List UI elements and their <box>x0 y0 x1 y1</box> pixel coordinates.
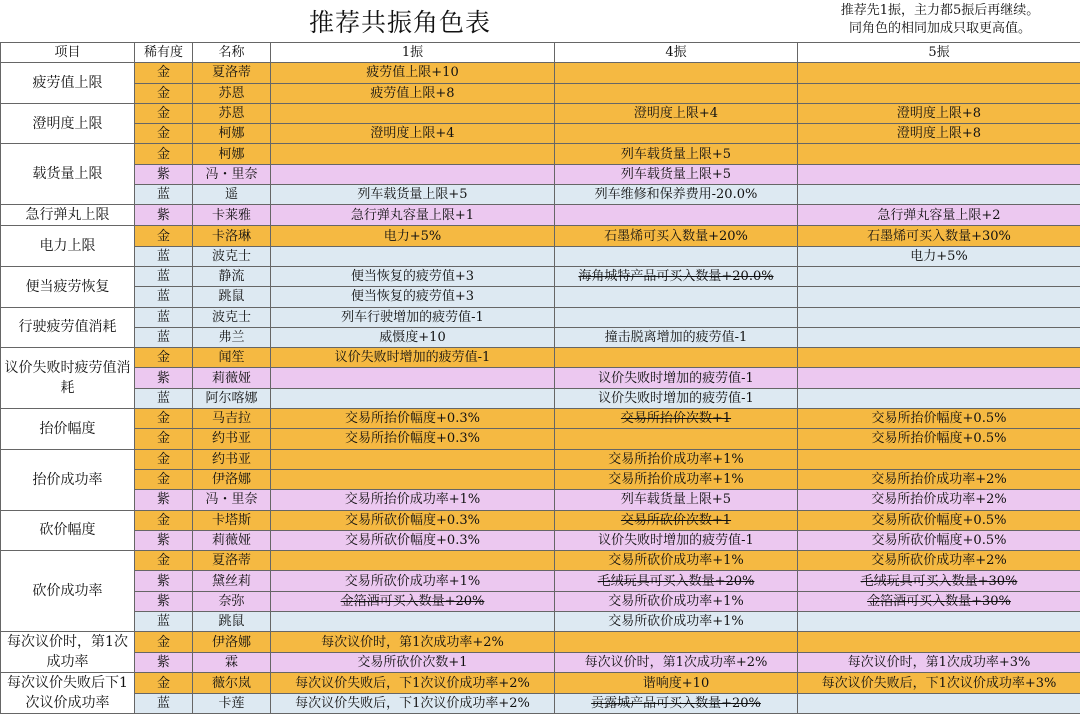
name-cell: 伊洛娜 <box>193 469 271 489</box>
name-cell: 莉薇娅 <box>193 368 271 388</box>
resonance-4-cell <box>555 429 798 449</box>
rarity-cell: 金 <box>135 144 193 164</box>
resonance-1-cell: 威慑度+10 <box>271 327 555 347</box>
resonance-5-cell <box>798 632 1080 653</box>
resonance-1-cell: 交易所砍价成功率+1% <box>271 571 555 591</box>
rarity-cell: 蓝 <box>135 693 193 714</box>
resonance-5-cell: 交易所抬价成功率+2% <box>798 490 1080 510</box>
resonance-1-cell <box>271 164 555 184</box>
rarity-cell: 紫 <box>135 205 193 226</box>
table-header-row <box>1 43 1080 63</box>
rarity-cell: 紫 <box>135 652 193 673</box>
category-cell: 每次议价时，第1次成功率 <box>1 632 135 673</box>
resonance-1-cell <box>271 246 555 266</box>
resonance-5-cell <box>798 164 1080 184</box>
resonance-4-cell <box>555 348 798 368</box>
resonance-1-cell <box>271 144 555 164</box>
table-row <box>1 571 1080 591</box>
rarity-cell: 金 <box>135 449 193 469</box>
table-row <box>1 266 1080 286</box>
resonance-4-cell <box>555 287 798 307</box>
resonance-1-cell: 急行弹丸容量上限+1 <box>271 205 555 226</box>
resonance-1-cell: 交易所砍价幅度+0.3% <box>271 510 555 530</box>
resonance-4-cell <box>555 246 798 266</box>
rarity-cell: 紫 <box>135 490 193 510</box>
resonance-5-cell <box>798 83 1080 103</box>
table-row <box>1 632 1080 653</box>
category-cell: 行驶疲劳值消耗 <box>1 307 135 348</box>
table-row <box>1 83 1080 103</box>
resonance-4-cell <box>555 307 798 327</box>
resonance-4-cell: 交易所砍价成功率+1% <box>555 591 798 611</box>
resonance-4-cell: 谐响度+10 <box>555 673 798 694</box>
resonance-5-cell: 每次议价时，第1次成功率+3% <box>798 652 1080 673</box>
header-category: 项目 <box>1 43 135 63</box>
rarity-cell: 蓝 <box>135 185 193 205</box>
name-cell: 约书亚 <box>193 449 271 469</box>
resonance-5-cell <box>798 307 1080 327</box>
resonance-4-cell: 议价失败时增加的疲劳值-1 <box>555 530 798 550</box>
name-cell: 跳鼠 <box>193 287 271 307</box>
resonance-1-cell: 澄明度上限+4 <box>271 124 555 144</box>
resonance-4-cell: 撞击脱离增加的疲劳值-1 <box>555 327 798 347</box>
name-cell: 冯・里奈 <box>193 490 271 510</box>
resonance-4-cell: 交易所抬价次数+1 <box>555 409 798 429</box>
name-cell: 莉薇娅 <box>193 530 271 550</box>
resonance-1-cell: 交易所抬价幅度+0.3% <box>271 429 555 449</box>
table-row <box>1 246 1080 266</box>
name-cell: 卡莲 <box>193 693 271 714</box>
resonance-5-cell <box>798 612 1080 632</box>
resonance-5-cell <box>798 327 1080 347</box>
resonance-4-cell: 交易所砍价成功率+1% <box>555 612 798 632</box>
rarity-cell: 蓝 <box>135 388 193 408</box>
table-row <box>1 185 1080 205</box>
category-cell: 每次议价失败后下1次议价成功率 <box>1 673 135 714</box>
resonance-4-cell: 石墨烯可买入数量+20% <box>555 226 798 246</box>
resonance-1-cell: 议价失败时增加的疲劳值-1 <box>271 348 555 368</box>
table-row <box>1 652 1080 673</box>
table-row <box>1 287 1080 307</box>
header-resonance-5: 5振 <box>798 43 1080 63</box>
category-cell: 疲劳值上限 <box>1 63 135 104</box>
resonance-4-cell: 列车载货量上限+5 <box>555 144 798 164</box>
name-cell: 霖 <box>193 652 271 673</box>
category-cell: 抬价幅度 <box>1 409 135 450</box>
resonance-5-cell <box>798 449 1080 469</box>
rarity-cell: 金 <box>135 632 193 653</box>
resonance-5-cell <box>798 287 1080 307</box>
rarity-cell: 金 <box>135 83 193 103</box>
resonance-1-cell <box>271 612 555 632</box>
resonance-1-cell: 便当恢复的疲劳值+3 <box>271 266 555 286</box>
resonance-5-cell: 金箔酒可买入数量+30% <box>798 591 1080 611</box>
resonance-4-cell: 议价失败时增加的疲劳值-1 <box>555 388 798 408</box>
resonance-5-cell: 急行弹丸容量上限+2 <box>798 205 1080 226</box>
resonance-1-cell: 列车行驶增加的疲劳值-1 <box>271 307 555 327</box>
sheet-note <box>800 0 1080 42</box>
table-row <box>1 530 1080 550</box>
resonance-1-cell: 每次议价时，第1次成功率+2% <box>271 632 555 653</box>
resonance-1-cell: 电力+5% <box>271 226 555 246</box>
rarity-cell: 金 <box>135 63 193 83</box>
resonance-5-cell <box>798 144 1080 164</box>
name-cell: 约书亚 <box>193 429 271 449</box>
table-row <box>1 693 1080 714</box>
category-cell: 急行弹丸上限 <box>1 205 135 226</box>
name-cell: 阿尔喀娜 <box>193 388 271 408</box>
name-cell: 弗兰 <box>193 327 271 347</box>
resonance-1-cell: 金箔酒可买入数量+20% <box>271 591 555 611</box>
resonance-5-cell: 澄明度上限+8 <box>798 103 1080 123</box>
table-row <box>1 205 1080 226</box>
name-cell: 马吉拉 <box>193 409 271 429</box>
rarity-cell: 金 <box>135 124 193 144</box>
name-cell: 闻笙 <box>193 348 271 368</box>
resonance-4-cell: 每次议价时，第1次成功率+2% <box>555 652 798 673</box>
resonance-5-cell <box>798 348 1080 368</box>
table-row <box>1 63 1080 83</box>
resonance-1-cell: 疲劳值上限+8 <box>271 83 555 103</box>
resonance-1-cell: 交易所砍价幅度+0.3% <box>271 530 555 550</box>
resonance-5-cell: 交易所抬价幅度+0.5% <box>798 409 1080 429</box>
rarity-cell: 金 <box>135 226 193 246</box>
name-cell: 奈弥 <box>193 591 271 611</box>
rarity-cell: 金 <box>135 429 193 449</box>
table-row <box>1 164 1080 184</box>
table-row <box>1 429 1080 449</box>
name-cell: 卡洛琳 <box>193 226 271 246</box>
name-cell: 夏洛蒂 <box>193 63 271 83</box>
category-cell: 议价失败时疲劳值消耗 <box>1 348 135 409</box>
table-body <box>1 63 1080 714</box>
resonance-1-cell: 交易所砍价次数+1 <box>271 652 555 673</box>
table-row <box>1 490 1080 510</box>
resonance-4-cell: 列车载货量上限+5 <box>555 490 798 510</box>
rarity-cell: 蓝 <box>135 612 193 632</box>
resonance-4-cell <box>555 63 798 83</box>
rarity-cell: 紫 <box>135 571 193 591</box>
resonance-4-cell: 交易所抬价成功率+1% <box>555 449 798 469</box>
rarity-cell: 蓝 <box>135 246 193 266</box>
resonance-4-cell: 列车维修和保养费用-20.0% <box>555 185 798 205</box>
rarity-cell: 蓝 <box>135 327 193 347</box>
category-cell: 电力上限 <box>1 226 135 267</box>
name-cell: 薇尔岚 <box>193 673 271 694</box>
resonance-4-cell: 毛绒玩具可买入数量+20% <box>555 571 798 591</box>
resonance-5-cell <box>798 368 1080 388</box>
table-row <box>1 469 1080 489</box>
name-cell: 柯娜 <box>193 144 271 164</box>
category-cell: 抬价成功率 <box>1 449 135 510</box>
resonance-1-cell: 列车载货量上限+5 <box>271 185 555 205</box>
resonance-4-cell <box>555 83 798 103</box>
table-row <box>1 226 1080 246</box>
table-row <box>1 307 1080 327</box>
table-row <box>1 103 1080 123</box>
rarity-cell: 蓝 <box>135 307 193 327</box>
resonance-5-cell: 电力+5% <box>798 246 1080 266</box>
name-cell: 苏恩 <box>193 83 271 103</box>
table-row <box>1 327 1080 347</box>
header-resonance-1: 1振 <box>271 43 555 63</box>
resonance-5-cell: 交易所砍价幅度+0.5% <box>798 530 1080 550</box>
name-cell: 跳鼠 <box>193 612 271 632</box>
rarity-cell: 蓝 <box>135 266 193 286</box>
name-cell: 苏恩 <box>193 103 271 123</box>
resonance-4-cell: 海角城特产品可买入数量+20.0% <box>555 266 798 286</box>
note-line-1: 推荐先1振，主力都5振后再继续。 <box>840 3 1040 18</box>
resonance-1-cell <box>271 388 555 408</box>
table-row <box>1 144 1080 164</box>
category-cell: 载货量上限 <box>1 144 135 205</box>
resonance-1-cell: 便当恢复的疲劳值+3 <box>271 287 555 307</box>
resonance-4-cell <box>555 632 798 653</box>
resonance-4-cell: 贡露城产品可买入数量+20% <box>555 693 798 714</box>
resonance-5-cell: 石墨烯可买入数量+30% <box>798 226 1080 246</box>
resonance-5-cell: 每次议价失败后，下1次议价成功率+3% <box>798 673 1080 694</box>
resonance-4-cell: 列车载货量上限+5 <box>555 164 798 184</box>
header-name: 名称 <box>193 43 271 63</box>
name-cell: 卡莱雅 <box>193 205 271 226</box>
resonance-5-cell <box>798 63 1080 83</box>
name-cell: 黛丝莉 <box>193 571 271 591</box>
table-row <box>1 388 1080 408</box>
name-cell: 冯・里奈 <box>193 164 271 184</box>
name-cell: 遥 <box>193 185 271 205</box>
name-cell: 柯娜 <box>193 124 271 144</box>
rarity-cell: 金 <box>135 673 193 694</box>
name-cell: 夏洛蒂 <box>193 551 271 571</box>
resonance-1-cell: 每次议价失败后，下1次议价成功率+2% <box>271 693 555 714</box>
resonance-4-cell: 交易所砍价成功率+1% <box>555 551 798 571</box>
resonance-5-cell: 澄明度上限+8 <box>798 124 1080 144</box>
header-rarity: 稀有度 <box>135 43 193 63</box>
rarity-cell: 金 <box>135 348 193 368</box>
table-row <box>1 612 1080 632</box>
table-row <box>1 449 1080 469</box>
rarity-cell: 紫 <box>135 530 193 550</box>
rarity-cell: 紫 <box>135 164 193 184</box>
resonance-1-cell: 疲劳值上限+10 <box>271 63 555 83</box>
resonance-5-cell: 交易所抬价幅度+0.5% <box>798 429 1080 449</box>
note-line-2: 同角色的相同加成只取更高值。 <box>848 21 1031 36</box>
resonance-5-cell: 交易所砍价幅度+0.5% <box>798 510 1080 530</box>
name-cell: 波克士 <box>193 307 271 327</box>
resonance-table <box>0 42 1080 714</box>
resonance-5-cell <box>798 185 1080 205</box>
table-row <box>1 368 1080 388</box>
table-row <box>1 348 1080 368</box>
header-resonance-4: 4振 <box>555 43 798 63</box>
resonance-4-cell: 交易所抬价成功率+1% <box>555 469 798 489</box>
table-row <box>1 591 1080 611</box>
table-row <box>1 409 1080 429</box>
resonance-5-cell <box>798 693 1080 714</box>
resonance-1-cell: 交易所抬价幅度+0.3% <box>271 409 555 429</box>
table-row <box>1 124 1080 144</box>
resonance-1-cell <box>271 449 555 469</box>
resonance-1-cell <box>271 368 555 388</box>
name-cell: 波克士 <box>193 246 271 266</box>
resonance-5-cell <box>798 266 1080 286</box>
resonance-5-cell <box>798 388 1080 408</box>
rarity-cell: 金 <box>135 510 193 530</box>
resonance-1-cell <box>271 103 555 123</box>
category-cell: 砍价幅度 <box>1 510 135 551</box>
resonance-5-cell: 交易所砍价成功率+2% <box>798 551 1080 571</box>
rarity-cell: 紫 <box>135 368 193 388</box>
rarity-cell: 金 <box>135 469 193 489</box>
category-cell: 便当疲劳恢复 <box>1 266 135 307</box>
rarity-cell: 金 <box>135 409 193 429</box>
table-row <box>1 510 1080 530</box>
resonance-4-cell <box>555 205 798 226</box>
resonance-4-cell: 议价失败时增加的疲劳值-1 <box>555 368 798 388</box>
resonance-1-cell: 每次议价失败后，下1次议价成功率+2% <box>271 673 555 694</box>
resonance-1-cell <box>271 551 555 571</box>
rarity-cell: 金 <box>135 551 193 571</box>
resonance-1-cell: 交易所抬价成功率+1% <box>271 490 555 510</box>
resonance-4-cell: 澄明度上限+4 <box>555 103 798 123</box>
table-row <box>1 673 1080 694</box>
resonance-5-cell: 毛绒玩具可买入数量+30% <box>798 571 1080 591</box>
rarity-cell: 金 <box>135 103 193 123</box>
table-row <box>1 551 1080 571</box>
rarity-cell: 蓝 <box>135 287 193 307</box>
resonance-5-cell: 交易所抬价成功率+2% <box>798 469 1080 489</box>
name-cell: 卡塔斯 <box>193 510 271 530</box>
category-cell: 澄明度上限 <box>1 103 135 144</box>
rarity-cell: 紫 <box>135 591 193 611</box>
resonance-4-cell: 交易所砍价次数+1 <box>555 510 798 530</box>
resonance-4-cell <box>555 124 798 144</box>
resonance-1-cell <box>271 469 555 489</box>
sheet-title: 推荐共振角色表 <box>308 8 491 37</box>
name-cell: 静流 <box>193 266 271 286</box>
category-cell: 砍价成功率 <box>1 551 135 632</box>
name-cell: 伊洛娜 <box>193 632 271 653</box>
